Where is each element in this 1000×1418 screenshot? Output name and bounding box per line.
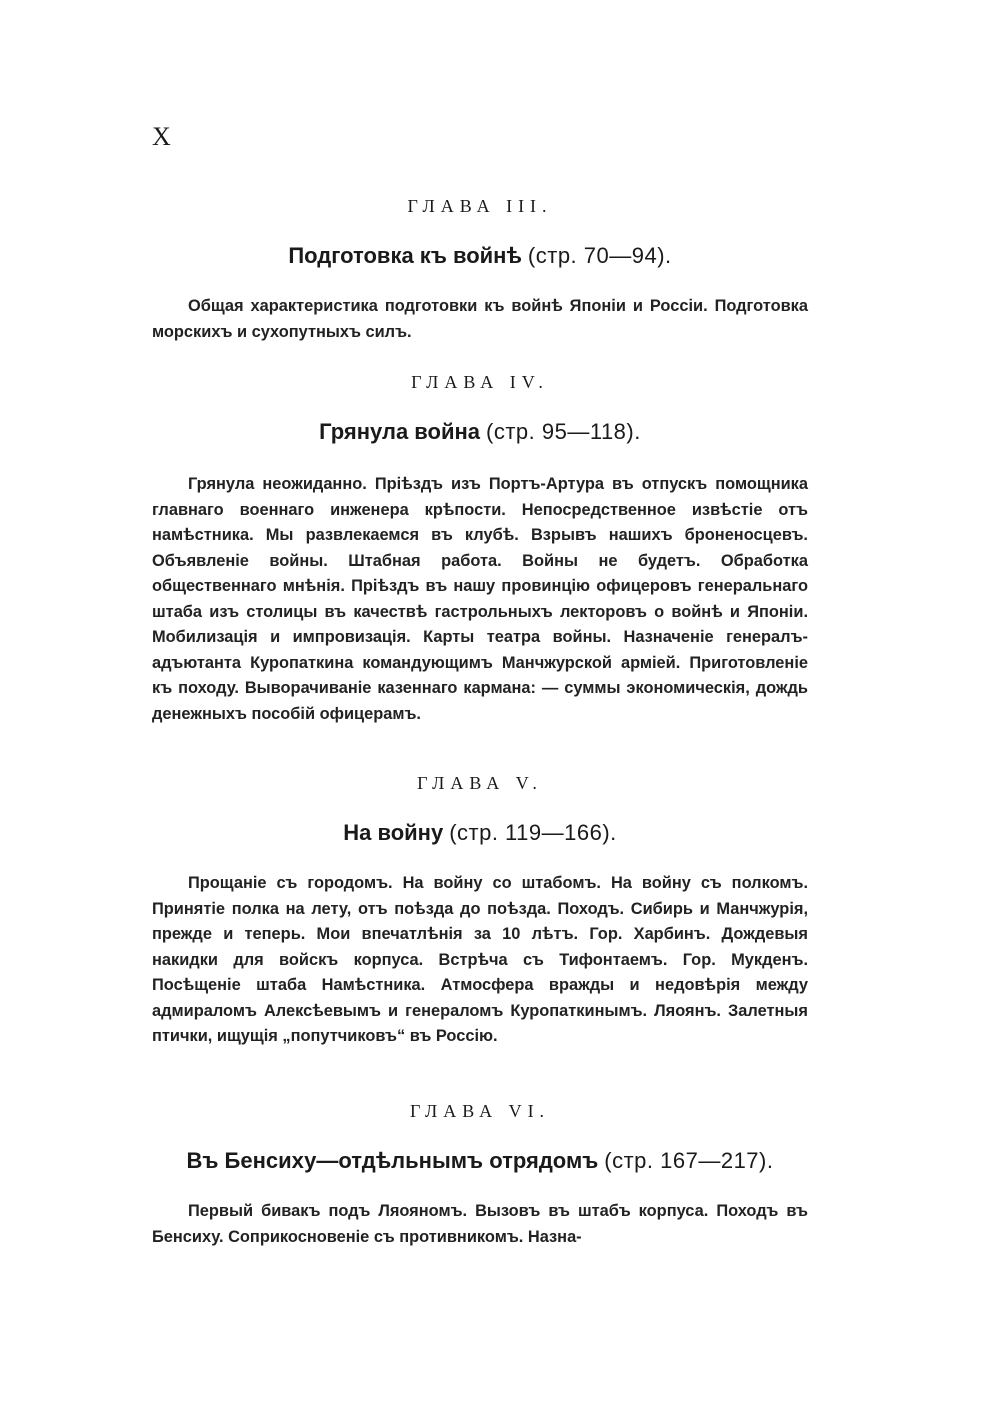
chapter-summary: Первый бивакъ подъ Ляояномъ. Вызовъ въ штабъ корпуса. Походъ въ Бенсиху. Соприкосновеніе съ противникомъ. Назна- xyxy=(152,1202,808,1246)
chapter-label: ГЛАВА V. xyxy=(417,773,543,793)
chapter-title xyxy=(152,416,808,448)
chapter-title-text: Въ Бенсиху—отдѣльнымъ отрядомъ xyxy=(186,1148,599,1173)
chapter-page-range: (стр. 70—94). xyxy=(527,243,672,268)
chapter-4 xyxy=(152,370,808,727)
chapter-page-range: (стр. 95—118). xyxy=(486,419,641,444)
chapter-3 xyxy=(152,194,808,345)
chapter-title xyxy=(152,240,808,272)
page-number: X xyxy=(152,122,172,151)
chapter-summary: Прощаніе съ городомъ. На войну со штабомъ. На войну съ полкомъ. Принятіе полка на лету, отъ поѣзда до поѣзда. Походъ. Сибирь и Манчжурія, прежде и теперь. Мои впечатлѣнія за 10 лѣтъ. Гор. Харбинъ. Дождевыя накидки для войскъ корпуса. Встрѣча съ Тифонтаемъ. Гор. Мукденъ. Посѣщеніе штаба Намѣстника. Атмосфера вражды и недовѣрія между адмираломъ Алексѣевымъ и генераломъ Куропаткинымъ. Ляоянъ. Залетныя птички, ищущія „попутчиковъ“ въ Россію. xyxy=(152,874,808,1045)
chapter-page-range: (стр. 167—217). xyxy=(604,1148,774,1173)
chapter-label: ГЛАВА IV. xyxy=(411,372,549,392)
chapter-summary: Грянула неожиданно. Пріѣздъ изъ Портъ-Артура въ отпускъ помощника главнаго военнаго инженера крѣпости. Непосредственное извѣстіе отъ намѣстника. Мы развлекаемся въ клубѣ. Взрывъ нашихъ броненосцевъ. Объявленіе войны. Штабная работа. Войны не будетъ. Обработка общественнаго мнѣнія. Пріѣздъ въ нашу провинцію офицеровъ генеральнаго штаба изъ столицы въ качествѣ гастрольныхъ лекторовъ о войнѣ и Японіи. Мобилизація и импровизація. Карты театра войны. Назначеніе генералъ-адъютанта Куропаткина командующимъ Манчжурской арміей. Приготовленіе къ походу. Выворачиваніе казеннаго кармана: — суммы экономическія, дождь денежныхъ пособій офицерамъ. xyxy=(152,475,808,723)
chapter-summary: Общая характеристика подготовки къ войнѣ Японіи и Россіи. Подготовка морскихъ и сухопутныхъ силъ. xyxy=(152,297,808,341)
chapter-title-text: На войну xyxy=(343,820,444,845)
chapter-6 xyxy=(152,1099,808,1250)
chapter-title xyxy=(152,817,808,849)
chapter-5 xyxy=(152,771,808,1050)
chapter-label: ГЛАВА III. xyxy=(407,196,553,216)
chapter-title-text: Грянула война xyxy=(319,419,481,444)
chapter-page-range: (стр. 119—166). xyxy=(449,820,617,845)
chapter-title xyxy=(152,1145,808,1177)
chapter-title-text: Подготовка къ войнѣ xyxy=(288,243,522,268)
chapter-label: ГЛАВА VI. xyxy=(409,1101,551,1121)
